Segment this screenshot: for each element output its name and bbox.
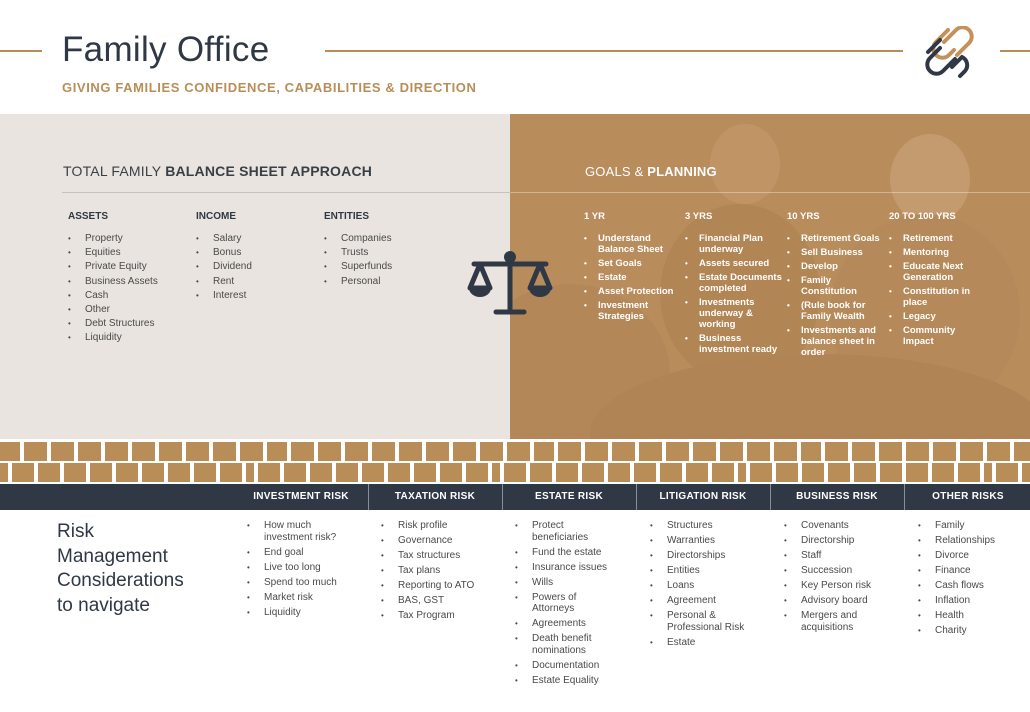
brick [825, 442, 848, 461]
brick [388, 463, 410, 482]
list-item: • Live too long [247, 562, 365, 574]
list-item: • Dividend [196, 260, 252, 274]
brick [996, 463, 1018, 482]
brick [159, 442, 182, 461]
goal-heading-10yrs: 10 YRS [787, 211, 820, 222]
list-item: • BAS, GST [381, 595, 501, 607]
brick [64, 463, 86, 482]
list-item: • (Rule book for Family Wealth [787, 300, 883, 322]
title-line: to navigate [57, 594, 150, 616]
list-item: • Personal [324, 275, 392, 289]
brick [291, 442, 314, 461]
business-risk-list [784, 520, 902, 637]
list-item: • Directorships [650, 550, 768, 562]
brick [558, 442, 581, 461]
brick [906, 442, 929, 461]
business-risk-heading: BUSINESS RISK [796, 491, 878, 502]
brick [852, 442, 875, 461]
header-rule-right [1000, 50, 1030, 52]
title-line: Considerations [57, 570, 184, 591]
brick-divider [0, 440, 1030, 484]
list-item: • Business investment ready [685, 333, 783, 355]
divider [368, 484, 369, 510]
list-item: • Spend too much [247, 577, 365, 589]
list-item: • Tax Program [381, 610, 501, 622]
brick [336, 463, 358, 482]
list-item: • Tax plans [381, 565, 501, 577]
brick [0, 463, 8, 482]
brick [345, 442, 368, 461]
brick [504, 463, 526, 482]
list-item: • Charity [918, 625, 1026, 637]
taxation-risk-heading: TAXATION RISK [394, 491, 476, 502]
brick [78, 442, 101, 461]
brick [399, 442, 422, 461]
brick [372, 442, 395, 461]
list-item: • Mergers and acquisitions [784, 610, 874, 633]
list-item: • Protect beneficiaries [515, 520, 605, 543]
investment-risk-list [247, 520, 365, 622]
goal-list-1yr [584, 233, 680, 325]
list-item: • Develop [787, 261, 883, 272]
brick [750, 463, 772, 482]
income-list [196, 232, 252, 303]
brick [906, 463, 928, 482]
page-subtitle: GIVING FAMILIES CONFIDENCE, CAPABILITIES & DIRECTION [62, 80, 477, 95]
list-item: • Companies [324, 232, 392, 246]
list-item: • Wills [515, 577, 635, 589]
list-item: • Investments and balance sheet in order [787, 325, 883, 358]
list-item: • Educate Next Generation [889, 261, 985, 283]
investment-risk-heading: INVESTMENT RISK [253, 491, 349, 502]
brick [246, 463, 254, 482]
list-item: • Private Equity [68, 260, 158, 274]
list-item: • Other [68, 303, 158, 317]
list-item: • Cash flows [918, 580, 1026, 592]
brick [220, 463, 242, 482]
list-item: • Assets secured [685, 258, 783, 269]
list-item: • Superfunds [324, 260, 392, 274]
divider [770, 484, 771, 510]
brick [987, 442, 1010, 461]
brick [142, 463, 164, 482]
list-item: • Set Goals [584, 258, 680, 269]
list-item: • Family [918, 520, 1026, 532]
list-item: • Estate Documents completed [685, 272, 783, 294]
brick [774, 442, 797, 461]
list-item: • Key Person risk [784, 580, 902, 592]
list-item: • Agreements [515, 618, 635, 630]
brick [240, 442, 263, 461]
brick [879, 442, 902, 461]
brick [480, 442, 503, 461]
goals-rule [510, 192, 1030, 193]
list-item: • Directorship [784, 535, 902, 547]
brick [453, 442, 476, 461]
list-item: • Agreement [650, 595, 768, 607]
brick [213, 442, 236, 461]
brick [854, 463, 876, 482]
brick [258, 463, 280, 482]
list-item: • Estate [584, 272, 680, 283]
brick [556, 463, 578, 482]
brick [738, 463, 746, 482]
brick [958, 463, 980, 482]
entities-heading: ENTITIES [324, 211, 370, 222]
brick [1022, 463, 1030, 482]
list-item: • How much investment risk? [247, 520, 357, 543]
brick [534, 442, 554, 461]
brick [318, 442, 341, 461]
list-item: • Insurance issues [515, 562, 635, 574]
list-item: • Sell Business [787, 247, 883, 258]
list-item: • Fund the estate [515, 547, 635, 559]
brick [507, 442, 530, 461]
interlocking-links-icon [920, 26, 980, 80]
list-item: • Liquidity [68, 331, 158, 345]
brick [932, 463, 954, 482]
list-item: • Personal & Professional Risk [650, 610, 762, 633]
other-risks-heading: OTHER RISKS [932, 491, 1004, 502]
risk-section-title [57, 520, 184, 618]
list-item: • Warranties [650, 535, 768, 547]
other-risks-list [918, 520, 1026, 640]
list-item: • Market risk [247, 592, 365, 604]
list-item: • Salary [196, 232, 252, 246]
brick [720, 442, 743, 461]
header-rule-left [0, 50, 42, 52]
list-item: • Structures [650, 520, 768, 532]
list-item: • End goal [247, 547, 365, 559]
list-item: • Cash [68, 289, 158, 303]
list-item: • Estate Equality [515, 675, 635, 687]
brick [194, 463, 216, 482]
brick [24, 442, 47, 461]
list-item: • Rent [196, 275, 252, 289]
list-item: • Staff [784, 550, 902, 562]
list-item: • Legacy [889, 311, 985, 322]
list-item: • Tax structures [381, 550, 501, 562]
list-item: • Death benefit nominations [515, 633, 615, 656]
list-item: • Debt Structures [68, 317, 158, 331]
list-item: • Bonus [196, 246, 252, 260]
divider [636, 484, 637, 510]
brick [639, 442, 662, 461]
list-item: • Constitution in place [889, 286, 985, 308]
list-item: • Trusts [324, 246, 392, 260]
list-item: • Asset Protection [584, 286, 680, 297]
list-item: • Investments underway & working [685, 297, 783, 330]
scales-icon [466, 246, 554, 318]
goal-heading-3yrs: 3 YRS [685, 211, 713, 222]
list-item: • Documentation [515, 660, 635, 672]
brick [776, 463, 798, 482]
brick [105, 442, 128, 461]
list-item: • Property [68, 232, 158, 246]
list-item: • Inflation [918, 595, 1026, 607]
list-item: • Retirement [889, 233, 985, 244]
assets-list [68, 232, 158, 346]
goal-list-3yrs [685, 233, 783, 358]
brick [414, 463, 436, 482]
brick [186, 442, 209, 461]
goal-list-20to100yrs [889, 233, 985, 350]
brick [933, 442, 956, 461]
list-item: • Retirement Goals [787, 233, 883, 244]
divider [502, 484, 503, 510]
assets-heading: ASSETS [68, 211, 109, 222]
list-item: • Divorce [918, 550, 1026, 562]
brick [267, 442, 287, 461]
goal-heading-1yr: 1 YR [584, 211, 605, 222]
brick [634, 463, 656, 482]
list-item: • Health [918, 610, 1026, 622]
list-item: • Finance [918, 565, 1026, 577]
list-item: • Financial Plan underway [685, 233, 783, 255]
income-heading: INCOME [196, 211, 236, 222]
brick [12, 463, 34, 482]
litigation-risk-heading: LITIGATION RISK [659, 491, 747, 502]
taxation-risk-list [381, 520, 501, 625]
header-rule [325, 50, 903, 52]
brick [666, 442, 689, 461]
goals-title: GOALS & PLANNING [585, 164, 717, 179]
brick [1014, 442, 1030, 461]
balance-sheet-title: TOTAL FAMILY BALANCE SHEET APPROACH [63, 163, 373, 179]
divider [904, 484, 905, 510]
brick [310, 463, 332, 482]
brick [426, 442, 449, 461]
goal-list-10yrs [787, 233, 883, 361]
brick [284, 463, 306, 482]
brick [802, 463, 824, 482]
list-item: • Relationships [918, 535, 1026, 547]
brick [132, 442, 155, 461]
brick [90, 463, 112, 482]
brick [747, 442, 770, 461]
list-item: • Loans [650, 580, 768, 592]
litigation-risk-list [650, 520, 768, 652]
brick [984, 463, 992, 482]
brick [880, 463, 902, 482]
brick [660, 463, 682, 482]
brick [51, 442, 74, 461]
brick [466, 463, 488, 482]
list-item: • Powers of Attorneys [515, 592, 595, 615]
brick [168, 463, 190, 482]
brick [686, 463, 708, 482]
brick [440, 463, 462, 482]
entities-list [324, 232, 392, 289]
list-item: • Family Constitution [787, 275, 883, 297]
brick [828, 463, 850, 482]
page-title: Family Office [62, 30, 270, 69]
list-item: • Estate [650, 637, 768, 649]
brick [801, 442, 821, 461]
brick [960, 442, 983, 461]
estate-risk-heading: ESTATE RISK [535, 491, 603, 502]
brick [362, 463, 384, 482]
list-item: • Interest [196, 289, 252, 303]
brick [608, 463, 630, 482]
brick [0, 442, 20, 461]
brick [585, 442, 608, 461]
list-item: • Mentoring [889, 247, 985, 258]
brick [530, 463, 552, 482]
list-item: • Covenants [784, 520, 902, 532]
balance-sheet-rule [62, 192, 510, 193]
brick [582, 463, 604, 482]
list-item: • Governance [381, 535, 501, 547]
list-item: • Investment Strategies [584, 300, 680, 322]
list-item: • Risk profile [381, 520, 501, 532]
list-item: • Understand Balance Sheet [584, 233, 680, 255]
list-item: • Liquidity [247, 607, 365, 619]
title-line: Management [57, 545, 168, 567]
brick-row [0, 463, 1030, 482]
list-item: • Entities [650, 565, 768, 577]
brick [712, 463, 734, 482]
brick [693, 442, 716, 461]
brick [38, 463, 60, 482]
list-item: • Advisory board [784, 595, 902, 607]
estate-risk-list [515, 520, 635, 690]
list-item: • Succession [784, 565, 902, 577]
list-item: • Reporting to ATO [381, 580, 501, 592]
brick [116, 463, 138, 482]
title-line: Risk [57, 521, 94, 542]
list-item: • Business Assets [68, 275, 158, 289]
goal-heading-20to100yrs: 20 TO 100 YRS [889, 211, 956, 222]
brick [492, 463, 500, 482]
brick [612, 442, 635, 461]
list-item: • Equities [68, 246, 158, 260]
list-item: • Community Impact [889, 325, 985, 347]
brick-row [0, 442, 1030, 461]
